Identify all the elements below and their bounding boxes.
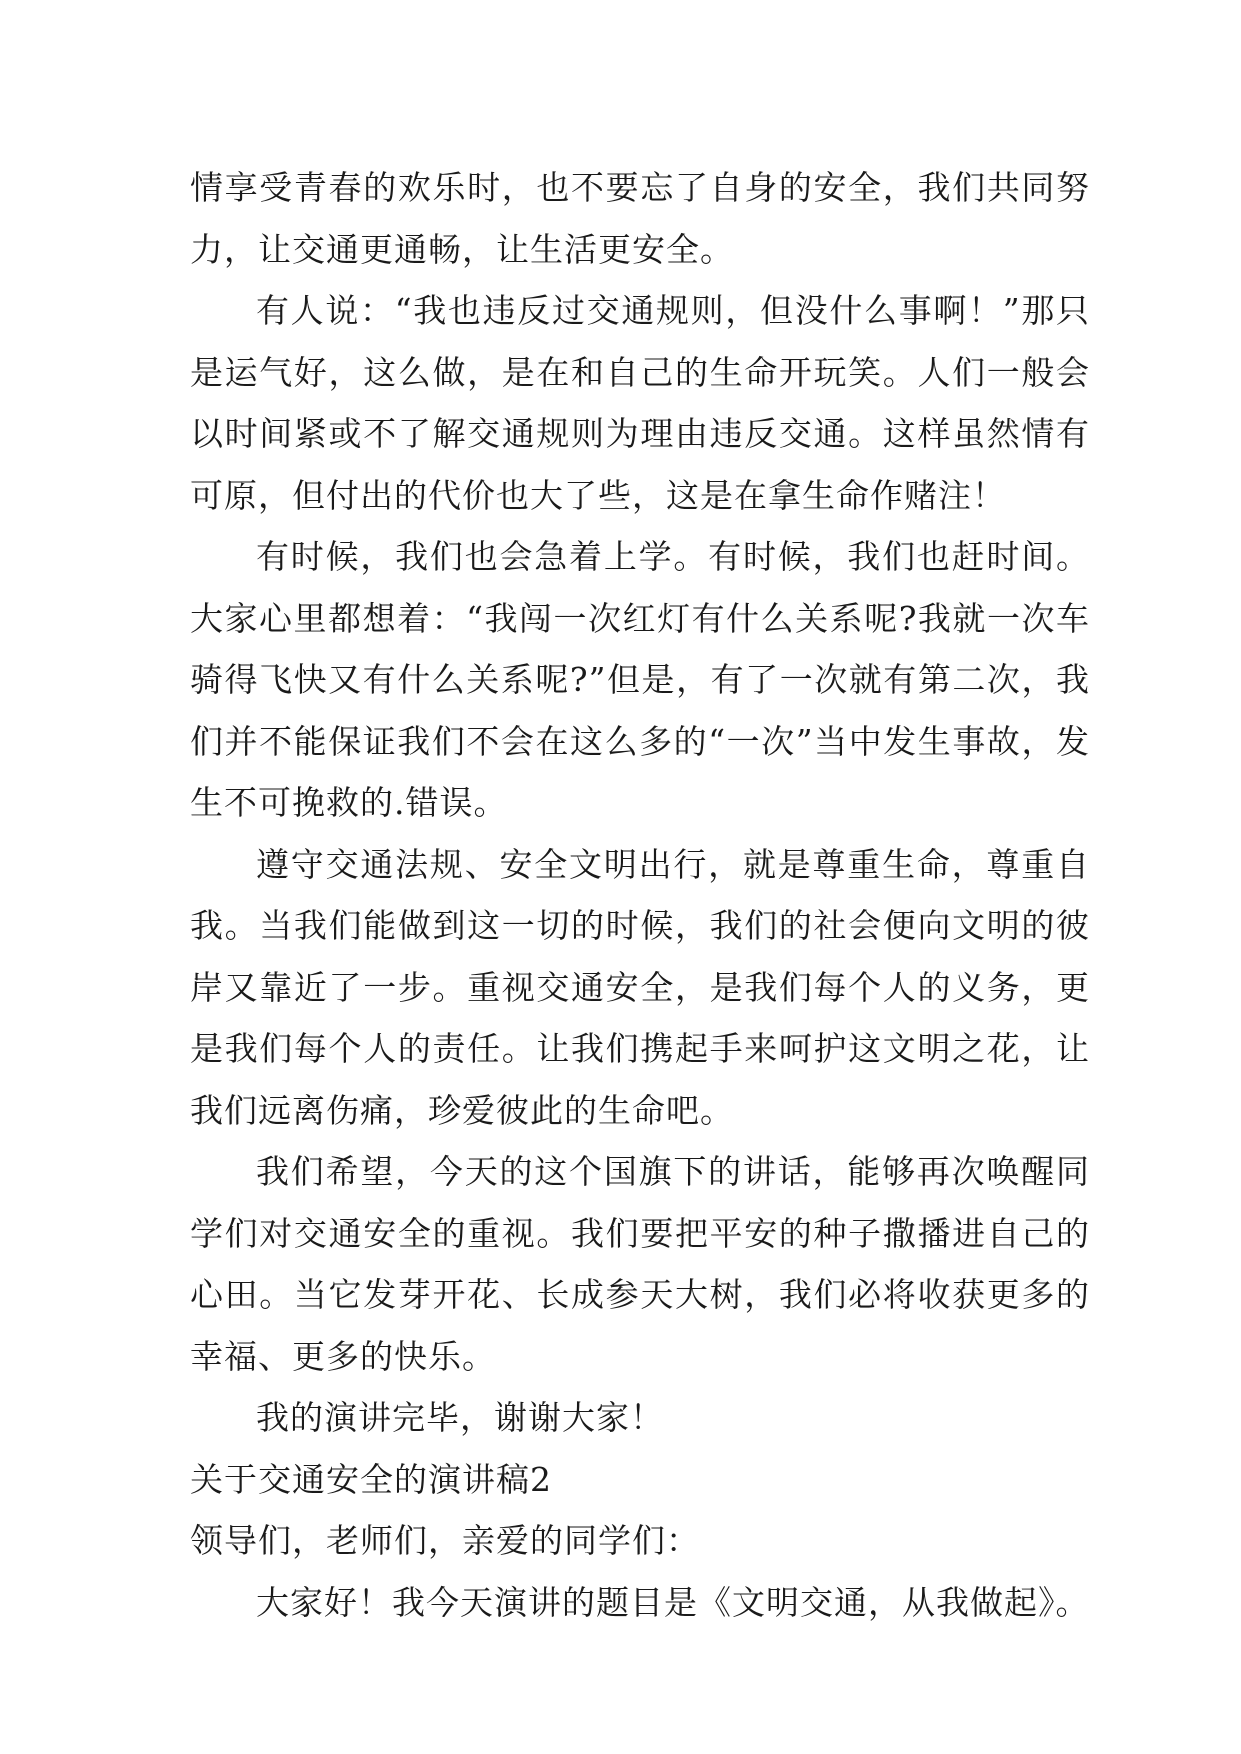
paragraph-opening: 大家好！我今天演讲的题目是《文明交通，从我做起》。 [256, 1582, 1090, 1622]
paragraph-violation-quote: 有人说：“我也违反过交通规则，但没什么事啊！”那只是运气好，这么做，是在和自己的生命开玩笑。人们一般会以时间紧或不了解交通规则为理由违反交通。这样虽然情有可原，但付出的代价也大了些，这是在拿生命作赌注！ [190, 291, 1090, 515]
paragraph-rushing: 有时候，我们也会急着上学。有时候，我们也赶时间。大家心里都想着：“我闯一次红灯有什么关系呢?我就一次车骑得飞快又有什么关系呢?”但是，有了一次就有第二次，我们并不能保证我们不会在这么多的“一次”当中发生事故，发生不可挽救的.错误。 [190, 537, 1090, 822]
paragraph-hope: 我们希望，今天的这个国旗下的讲话，能够再次唤醒同学们对交通安全的重视。我们要把平安的种子撒播进自己的心田。当它发芽开花、长成参天大树，我们必将收获更多的幸福、更多的快乐。 [190, 1152, 1090, 1376]
paragraph-respect-life: 遵守交通法规、安全文明出行，就是尊重生命，尊重自我。当我们能做到这一切的时候，我们的社会便向文明的彼岸又靠近了一步。重视交通安全，是我们每个人的义务，更是我们每个人的责任。让我们携起手来呵护这文明之花，让我们远离伤痛，珍爱彼此的生命吧。 [190, 844, 1090, 1130]
document-body [190, 157, 1090, 1633]
section-title: 关于交通安全的演讲稿2 [190, 1459, 552, 1499]
paragraph-continuation: 情享受青春的欢乐时，也不要忘了自身的安全，我们共同努力，让交通更通畅，让生活更安全。 [190, 168, 1090, 269]
salutation: 领导们，老师们，亲爱的同学们： [190, 1521, 700, 1560]
paragraph-closing: 我的演讲完毕，谢谢大家！ [256, 1398, 664, 1437]
